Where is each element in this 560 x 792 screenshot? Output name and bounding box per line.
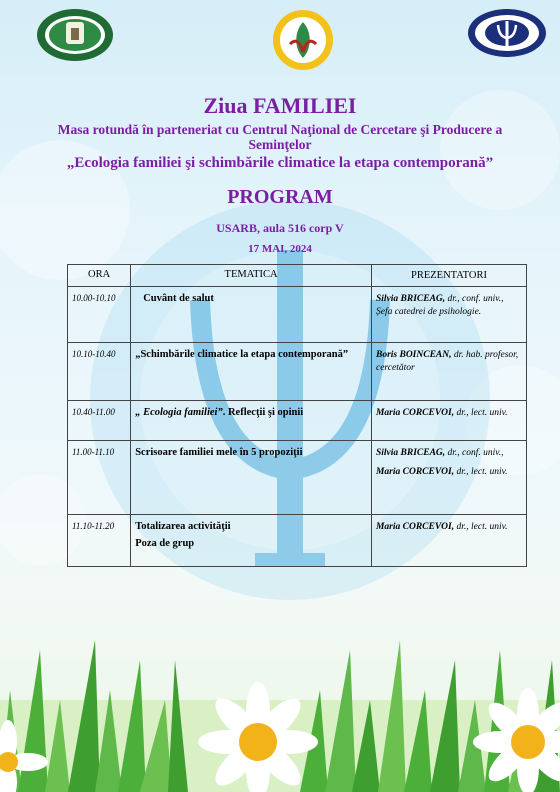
table-row — [68, 441, 527, 515]
presenter-name: Silvia BRICEAG, — [375, 294, 446, 304]
row-topic — [131, 343, 372, 401]
topic-text-secondary: Poza de grup — [135, 538, 195, 549]
topic-italic: „ Ecologia familiei” — [135, 407, 223, 418]
presenter-name: Silvia BRICEAG, — [375, 448, 446, 458]
row-time: 10.00-10.10 — [68, 287, 131, 343]
presenter-name: Boris BOINCEAN, — [375, 350, 452, 360]
psychology-chair-emblem-icon — [467, 8, 547, 58]
university-seal-icon — [36, 8, 114, 62]
event-venue: USARB, aula 516 corp V — [216, 221, 344, 235]
row-topic — [131, 515, 372, 567]
presenter-detail: dr., lect. univ. — [454, 408, 508, 418]
row-presenter — [371, 343, 526, 401]
row-time: 10.10-10.40 — [68, 343, 131, 401]
topic-text: Scrisoare familiei mele în 5 propoziţii — [135, 447, 303, 458]
seed-center-emblem-icon — [272, 8, 334, 72]
event-theme: „Ecologia familiei şi schimbările climatice la etapa contemporană” — [66, 155, 494, 171]
table-row — [68, 343, 527, 401]
row-topic — [131, 401, 372, 441]
event-date: 17 MAI, 2024 — [248, 243, 312, 255]
row-presenter — [371, 401, 526, 441]
row-topic — [131, 441, 372, 515]
topic-text: . Reflecţii şi opinii — [222, 407, 304, 418]
schedule-table — [67, 264, 527, 567]
event-subtitle: Masa rotundă în parteneriat cu Centrul Naţional de Cercetare şi Producere a Seminţelor — [57, 122, 503, 152]
presenter-detail: dr. hab. profesor, cercetător — [375, 350, 519, 373]
table-header-row — [68, 265, 527, 287]
program-heading: PROGRAM — [227, 186, 333, 208]
presenter-name: Maria CORCEVOI, — [375, 408, 455, 418]
presenter-name: Maria CORCEVOI, — [375, 522, 455, 532]
row-presenter — [371, 287, 526, 343]
row-time: 11.00-11.10 — [68, 441, 131, 515]
column-header-topic: TEMATICA — [131, 265, 372, 287]
presenter-detail: dr., conf. univ., — [445, 448, 504, 458]
row-presenter — [371, 515, 526, 567]
row-time: 11.10-11.20 — [68, 515, 131, 567]
table-row — [68, 287, 527, 343]
table-row — [68, 515, 527, 567]
event-title: Ziua FAMILIEI — [203, 93, 357, 118]
presenter-detail: dr., lect. univ. — [454, 522, 508, 532]
topic-text: Totalizarea activităţii — [135, 521, 231, 532]
row-presenter — [371, 441, 526, 515]
column-header-time: ORA — [68, 265, 131, 287]
presenter-name: Maria CORCEVOI, — [375, 467, 455, 477]
row-time: 10.40-11.00 — [68, 401, 131, 441]
topic-text: „Schimbările climatice la etapa contemporană” — [135, 349, 349, 360]
column-header-presenters: PREZENTATORI — [371, 265, 526, 287]
presenter-detail: dr., conf. univ., Șefa catedrei de psihologie. — [375, 294, 504, 317]
topic-text: Cuvânt de salut — [143, 293, 214, 304]
row-topic — [131, 287, 372, 343]
table-row — [68, 401, 527, 441]
presenter-detail: dr., lect. univ. — [454, 467, 508, 477]
